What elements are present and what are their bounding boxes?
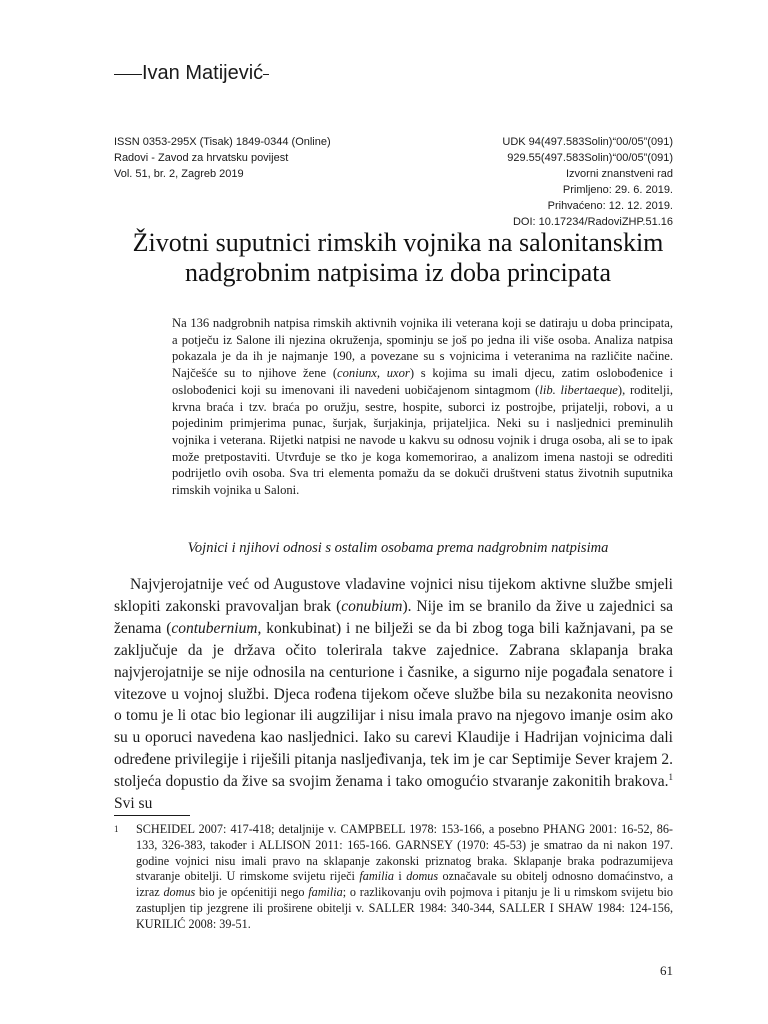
body-italic-1: conubium bbox=[341, 597, 403, 615]
doi: DOI: 10.17234/RadoviZHP.51.16 bbox=[512, 216, 673, 228]
footnote bbox=[114, 822, 673, 933]
abstract-text-3: ), roditelji, krvna braća i tzv. braća po oružju, sestre, hospite, suborci iz postrojbe, prijatelji, robovi, a u pojedinim primjerima punac, šurjak, šurjakinja, prijateljica. Neki su i nasljednici preminulih vojnika i veterana. Rijetki natpisi ne navode u kakvu su odnosu vojnik i druga osoba, ali se to ipak može pretpostaviti. Utvrđuje se tko je koga komemorirao, a analizom imena nastoji se odrediti podrijetlo ovih osoba. Sva tri elementa pomažu da se dokuči društveni status životnih suputnika rimskih vojnika u Saloni. bbox=[172, 382, 674, 498]
abstract-italic-2: lib. libertaeque bbox=[539, 382, 618, 397]
article-type: Izvorni znanstveni rad bbox=[566, 168, 673, 180]
footnote-text-1: SCHEIDEL 2007: 417-418; detaljnije v. CAMPBELL 1978: 153-166, a posebno PHANG 2001: 16-52, 86-133, 326-383, također i ALLISON 2011: 165-166. GARNSEY (1970: 45-53) je smatrao da ni nakon 197. godine vojnici nisu imali pravo na sklapanje zakonski priznatog braka. Sklapanje braka podrazumijeva stvaranje obitelji. U rimskome svijetu riječi bbox=[136, 822, 673, 884]
footnote-number: 1 bbox=[114, 824, 119, 834]
accepted-date: Prihvaćeno: 12. 12. 2019. bbox=[547, 200, 673, 212]
running-head bbox=[114, 62, 269, 85]
publication-info bbox=[114, 134, 331, 182]
abstract-text-2: ) s kojima su imali djecu, zatim oslobođenice i oslobođenici koji su imenovani ili navedeni uobičajenom sintagmom ( bbox=[172, 366, 673, 397]
footnote-italic-4: familia bbox=[308, 885, 343, 900]
issn-line: ISSN 0353-295X (Tisak) 1849-0344 (Online) bbox=[114, 136, 331, 148]
running-head-rule-right bbox=[263, 74, 269, 75]
abstract bbox=[172, 315, 673, 499]
abstract-text-1: Na 136 nadgrobnih natpisa rimskih aktivnih vojnika ili veterana koji se datiraju u doba principata, a potječu iz Salone ili njezina okruženja, spominju se još po jedna ili više osoba. Analiza natpisa pokazala je da ih je najmanje 190, a povezane su s vojnicima i veteranima na različite načine. Najčešće su to njihove žene ( bbox=[172, 316, 673, 381]
footnote-italic-3: domus bbox=[163, 885, 196, 900]
article-title-line-1: Životni suputnici rimskih vojnika na salonitanskim bbox=[132, 228, 664, 257]
udk-line: UDK 94(497.583Solin)“00/05”(091) bbox=[502, 136, 673, 148]
section-heading: Vojnici i njihovi odnosi s ostalim osobama prema nadgrobnim natpisima bbox=[187, 540, 609, 556]
body-text-1: Najvjerojatnije već od Augustove vladavine vojnici nisu tijekom aktivne službe smjeli sklopiti zakonski pravovaljan brak ( bbox=[114, 576, 673, 615]
body-paragraph bbox=[114, 574, 673, 815]
footnote-text-5: ; o razlikovanju ovih pojmova i pitanju je li u rimskom svijetu bio zastupljen tip jezgrene ili proširene obitelji v. SALLER 1984: 340-344, SALLER I SHAW 1984: 124-156, KURILIĆ 2008: 39-51. bbox=[136, 885, 673, 931]
article-title bbox=[100, 228, 696, 288]
footnote-italic-1: familia bbox=[359, 869, 394, 884]
body-text-2: ). Nije im se branilo da žive u zajednici sa ženama ( bbox=[114, 597, 673, 637]
volume-line: Vol. 51, br. 2, Zagreb 2019 bbox=[114, 168, 244, 180]
article-title-line-2: nadgrobnim natpisima iz doba principata bbox=[185, 258, 611, 287]
footnote-text bbox=[136, 822, 673, 933]
footnote-separator bbox=[114, 815, 190, 816]
page-number: 61 bbox=[660, 963, 673, 978]
body-text-3: , konkubinat) i ne bilježi se da bi zbog toga bili kažnjavani, pa se zaključuje da je država očito tolerirala takve zajednice. Zabrana sklapanja braka najvjerojatnije se nije odnosila na centurione i časnike, a sigurno nije pogađala senatore i vitezove u vojnoj službi. Djeca rođena tijekom očeve službe bila su nezakonita neovisno o tomu je li otac bio legionar ili augzilijar i nisu imala pravo na njegovo imanje osim ako su u oporuci navedena kao nasljednici. Iako su carevi Klaudije i Hadrijan vojnicima dali određene privilegije i riješili pitanja nasljeđivanja, tek im je car Septimije Sever krajem 2. stoljeća dopustio da žive sa svojim ženama i tako omogućio stvaranje zakonitih brakova. bbox=[114, 619, 673, 791]
journal-name-line: Radovi - Zavod za hrvatsku povijest bbox=[114, 152, 289, 164]
udk-line-2: 929.55(497.583Solin)“00/05”(091) bbox=[507, 152, 673, 164]
running-head-author: Ivan Matijević bbox=[142, 62, 264, 84]
footnote-italic-2: domus bbox=[406, 869, 439, 884]
received-date: Primljeno: 29. 6. 2019. bbox=[562, 184, 673, 196]
footnote-reference[interactable]: 1 bbox=[668, 772, 673, 782]
running-head-rule-left bbox=[114, 74, 142, 75]
abstract-italic-1: coniunx, uxor bbox=[337, 366, 410, 381]
footnote-text-4: bio je općenitiji nego bbox=[195, 885, 309, 900]
body-text-4: Svi su bbox=[114, 795, 153, 813]
article-classification bbox=[502, 134, 673, 230]
footnote-text-2: i bbox=[393, 869, 407, 884]
footnote-text-3: označavale su obitelj odnosno domaćinstvo, a izraz bbox=[136, 869, 673, 900]
body-italic-2: contubernium bbox=[171, 619, 258, 637]
